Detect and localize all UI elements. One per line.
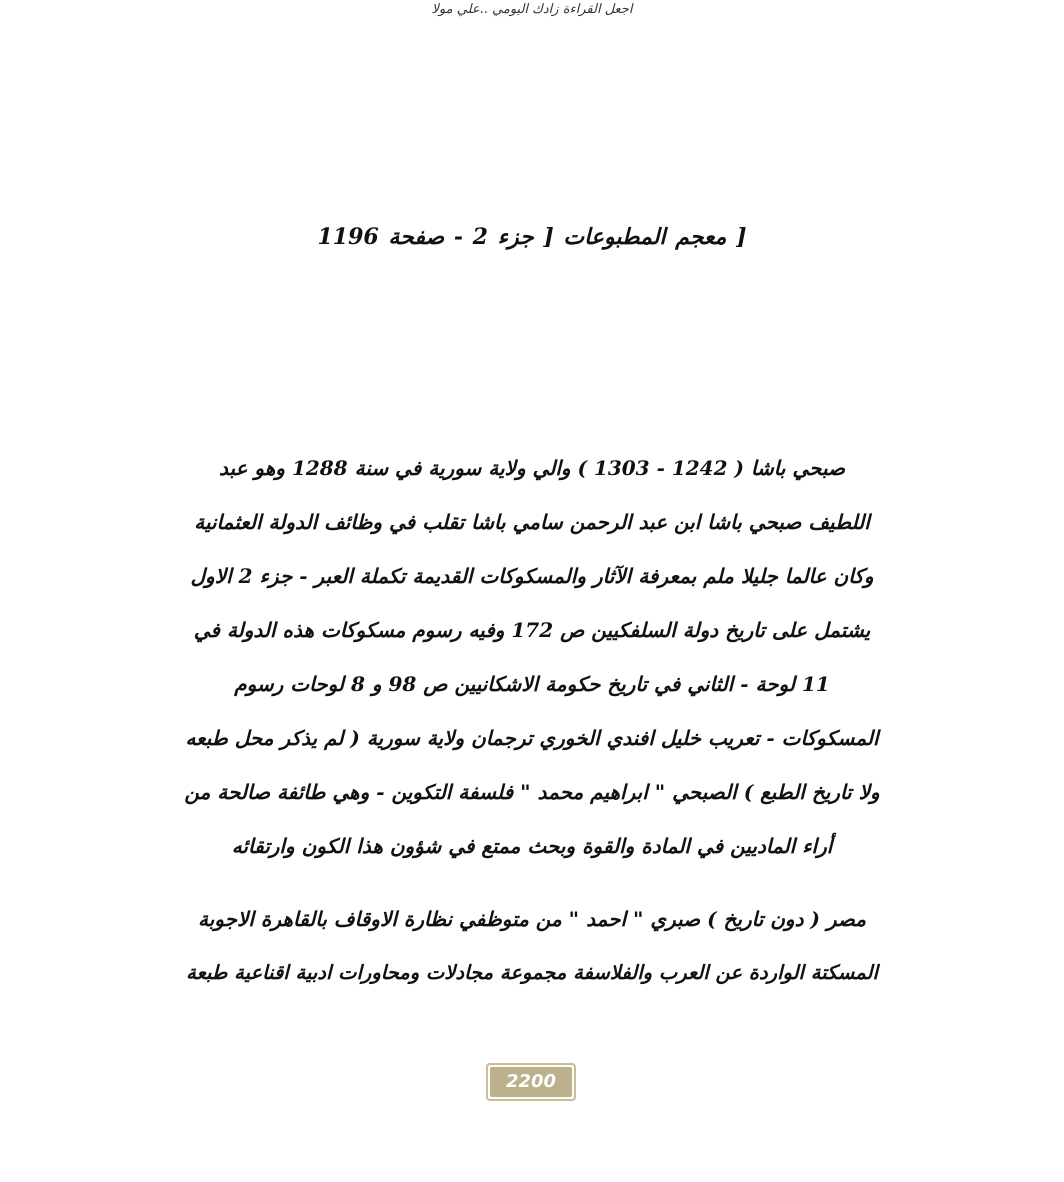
page-number-badge: [486, 1063, 576, 1101]
paragraph-line: المسكتة الواردة عن العرب والفلاسفة مجموعة مجادلات ومحاورات ادبية اقناعية طبعة: [186, 961, 878, 984]
paragraph-line: 11 لوحة - الثاني في تاريخ حكومة الاشكانيين ص 98 و 8 لوحات رسوم: [234, 672, 830, 696]
paragraph-line: صبحي باشا ( 1242 - 1303 ) والي ولاية سورية في سنة 1288 وهو عبد: [219, 456, 845, 480]
paragraph-line: مصر ( دون تاريخ ) صبري " احمد " من متوظفي نظارة الاوقاف بالقاهرة الاجوبة: [198, 907, 866, 931]
page-title: [ معجم المطبوعات [ جزء 2 - صفحة 1196: [317, 224, 747, 250]
paragraph-line: ولا تاريخ الطبع ) الصبحي " ابراهيم محمد " فلسفة التكوين - وهي طائفة صالحة من: [184, 780, 880, 804]
paragraph-1: [180, 448, 884, 880]
paragraph-line: يشتمل على تاريخ دولة السلفكيين ص 172 وفيه رسوم مسكوكات هذه الدولة في: [193, 618, 871, 642]
page-number: 2200: [490, 1067, 572, 1097]
paragraph-line: أراء الماديين في المادة والقوة وبحث ممتع في شؤون هذا الكون وارتقائه: [231, 834, 833, 858]
paragraph-line: اللطيف صبحي باشا ابن عبد الرحمن سامي باشا تقلب في وظائف الدولة العثمانية: [194, 510, 870, 534]
paragraph-2: [180, 899, 884, 1007]
running-header: اجعل القراءة زادك اليومي ..علي مولا: [431, 2, 633, 17]
paragraph-line: وكان عالما جليلا ملم بمعرفة الآثار والمسكوكات القديمة تكملة العبر - جزء 2 الاول: [190, 564, 874, 588]
paragraph-line: المسكوكات - تعريب خليل افندي الخوري ترجمان ولاية سورية ( لم يذكر محل طبعه: [185, 726, 879, 750]
